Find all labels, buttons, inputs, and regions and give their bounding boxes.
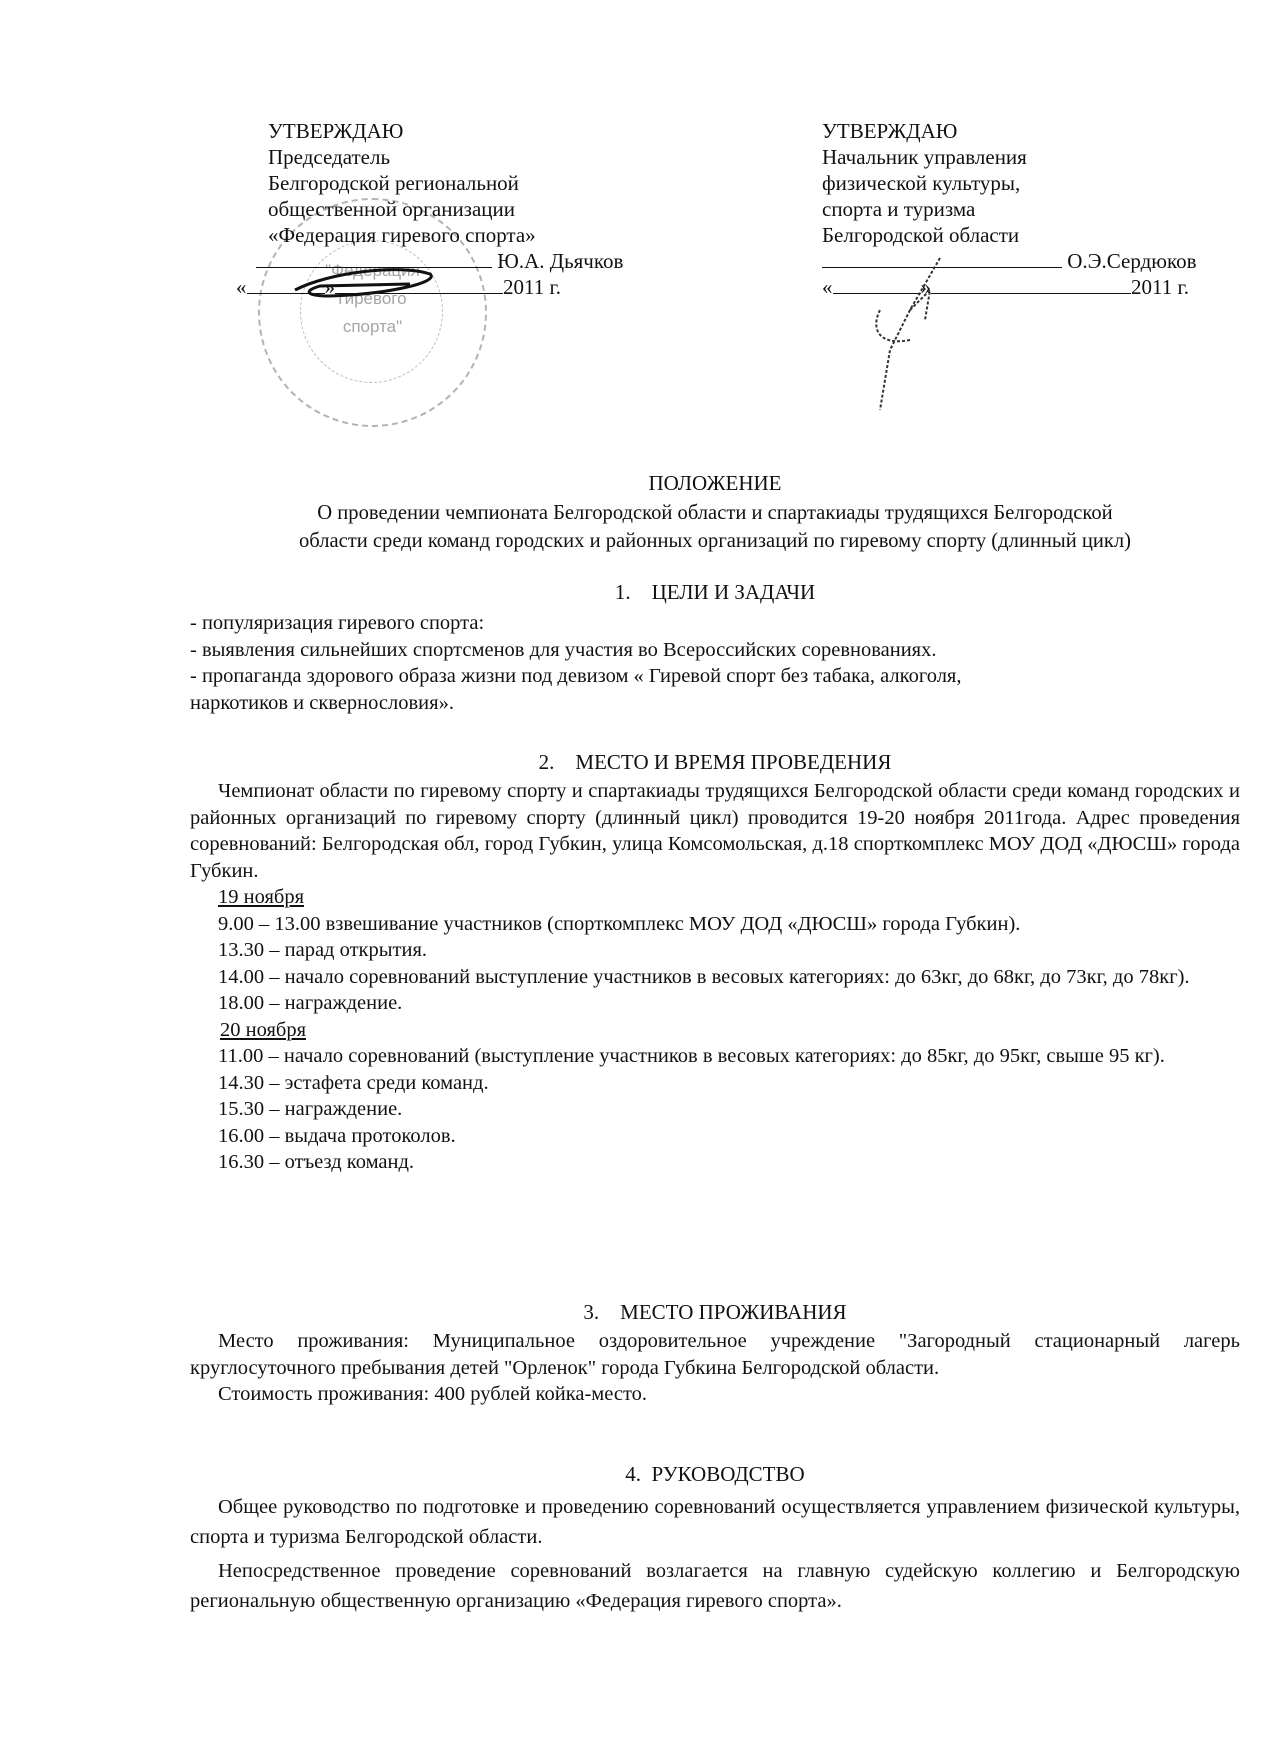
section-body-3 <box>190 1328 1240 1408</box>
approval-year: 2011 г. <box>503 275 561 299</box>
approval-line: «Федерация гиревого спорта» <box>268 223 536 247</box>
approval-line: общественной организации <box>268 197 516 221</box>
approval-heading: УТВЕРЖДАЮ <box>822 119 958 143</box>
approval-line: Белгородской области <box>822 223 1020 247</box>
approval-heading: УТВЕРЖДАЮ <box>268 119 404 143</box>
schedule-item: 13.30 – парад открытия. <box>218 939 428 961</box>
section-heading-3: 3. МЕСТО ПРОЖИВАНИЯ <box>583 1300 847 1324</box>
approval-line: Председатель <box>268 145 391 169</box>
approval-line: спорта и туризма <box>822 197 976 221</box>
section-body-2 <box>190 778 1240 1176</box>
approval-line: Начальник управления <box>822 145 1027 169</box>
approval-year: 2011 г. <box>1131 275 1189 299</box>
venue-paragraph: Чемпионат области по гиревому спорту и спартакиады трудящихся Белгородской области среди команд городских и районных организаций по гиревому спорту (длинный цикл) проводится 19-20 ноября 2011года. Адрес проведения соревнований: Белгородская обл, город Губкин, улица Комсомольская, д.18 спорткомплекс МОУ ДОД «ДЮСШ» города Губкин. <box>190 780 1240 882</box>
schedule-item: 11.00 – начало соревнований (выступление участников в весовых категориях: до 85кг, до 95кг, свыше 95 кг). <box>218 1045 1165 1067</box>
accommodation-cost: Стоимость проживания: 400 рублей койка-место. <box>218 1383 648 1405</box>
date-line: « » 2011 г. <box>236 275 561 299</box>
management-paragraph: Непосредственное проведение соревнований возлагается на главную судейскую коллегию и Белгородскую региональную общественную организацию «Федерация гиревого спорта». <box>190 1560 1240 1612</box>
signature-icon <box>290 262 440 302</box>
stamp-text-line: спорта" <box>342 317 403 336</box>
goal-item: - пропаганда здорового образа жизни под девизом « Гиревой спорт без табака, алкоголя, наркотиков и сквернословия». <box>190 665 962 714</box>
approval-line: Белгородской региональной <box>268 171 519 195</box>
section-body-1 <box>190 610 1240 716</box>
accommodation-paragraph: Место проживания: Муниципальное оздоровительное учреждение "Загородный стационарный лагерь круглосуточного пребывания детей "Орленок" города Губкина Белгородской области. <box>190 1330 1240 1379</box>
section-heading-2: 2. МЕСТО И ВРЕМЯ ПРОВЕДЕНИЯ <box>538 750 892 774</box>
schedule-item: 18.00 – награждение. <box>218 992 403 1014</box>
schedule-date: 20 ноября <box>220 1018 306 1041</box>
date-line: « » 2011 г. <box>822 275 1189 299</box>
section-heading-4: 4. РУКОВОДСТВО <box>625 1462 805 1486</box>
management-paragraph: Общее руководство по подготовке и проведению соревнований осуществляется управлением физической культуры, спорта и туризма Белгородской области. <box>190 1496 1240 1548</box>
goal-item: - выявления сильнейших спортсменов для участия во Всероссийских соревнованиях. <box>190 638 937 661</box>
schedule-item: 16.00 – выдача протоколов. <box>218 1124 456 1147</box>
schedule-item: 9.00 – 13.00 взвешивание участников (спорткомплекс МОУ ДОД «ДЮСШ» города Губкин). <box>218 912 1021 935</box>
document-subtitle: О проведении чемпионата Белгородской области и спартакиады трудящихся Белгородской области среди команд городских и районных организаций по гиревому спорту (длинный цикл) <box>298 500 1132 552</box>
stamp-text-line: "Федерация <box>325 261 420 280</box>
section-body-4 <box>190 1492 1240 1616</box>
signatory-name: О.Э.Сердюков <box>1067 249 1197 273</box>
goal-item: - популяризация гиревого спорта: <box>190 612 485 634</box>
schedule-item: 14.00 – начало соревнований выступление участников в весовых категориях: до 63кг, до 68кг, до 73кг, до 78кг). <box>218 965 1190 988</box>
signature-icon <box>850 250 960 420</box>
signatory-name: Ю.А. Дьячков <box>497 249 624 273</box>
schedule-item: 15.30 – награждение. <box>218 1098 403 1120</box>
schedule-date: 19 ноября <box>218 886 304 908</box>
schedule-item: 14.30 – эстафета среди команд. <box>218 1071 489 1094</box>
stamp-text-line: гиревого <box>338 289 407 308</box>
document-title: ПОЛОЖЕНИЕ <box>648 471 782 495</box>
approval-line: физической культуры, <box>822 171 1021 195</box>
schedule-item: 16.30 – отъезд команд. <box>218 1151 415 1173</box>
section-heading-1: 1. ЦЕЛИ И ЗАДАЧИ <box>614 580 816 604</box>
